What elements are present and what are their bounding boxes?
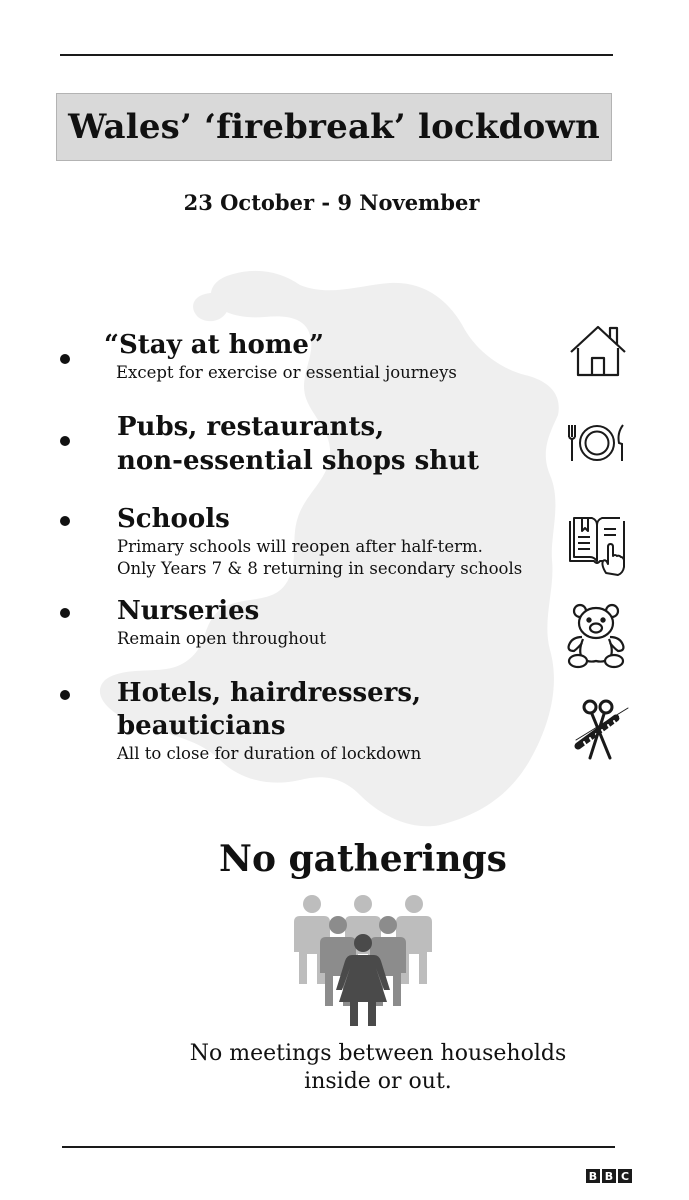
bbc-logo-letter: B	[586, 1169, 600, 1183]
bullet-marker	[60, 608, 70, 618]
teddy-bear-icon	[564, 603, 628, 669]
bbc-logo-letter: B	[602, 1169, 616, 1183]
house-icon	[568, 322, 628, 378]
plate-cutlery-icon	[566, 423, 628, 463]
page-title: Wales’ ‘firebreak’ lockdown	[68, 107, 600, 147]
bullet-marker	[60, 436, 70, 446]
rule-title-pubs-line-1: Pubs, restaurants,	[117, 412, 385, 442]
bottom-rule	[62, 1146, 615, 1148]
bullet-marker	[60, 690, 70, 700]
date-range: 23 October - 9 November	[183, 190, 480, 215]
gatherings-description-line-1: No meetings between households	[189, 1041, 567, 1066]
gatherings-title: No gatherings	[219, 838, 507, 880]
gatherings-description	[0, 1040, 689, 1096]
rule-title-hotels-line-1: Hotels, hairdressers,	[117, 678, 422, 708]
title-banner	[56, 93, 612, 161]
rule-title-pubs-line-2: non-essential shops shut	[117, 446, 480, 476]
bbc-logo	[586, 1169, 632, 1183]
people-group-icon	[288, 892, 438, 1028]
scissors-comb-icon	[572, 698, 632, 762]
rule-subtitle-hotels: All to close for duration of lockdown	[117, 744, 422, 763]
rule-subtitle-stay-at-home: Except for exercise or essential journeys	[116, 363, 457, 382]
rule-title-schools: Schools	[117, 504, 230, 534]
book-icon	[566, 515, 628, 577]
bullet-marker	[60, 354, 70, 364]
gatherings-description-line-2: inside or out.	[304, 1069, 452, 1094]
rule-subtitle-schools-line-1: Primary schools will reopen after half-term.	[117, 537, 483, 556]
bullet-marker	[60, 516, 70, 526]
rule-title-nurseries: Nurseries	[117, 596, 260, 626]
rule-title-hotels-line-2: beauticians	[117, 711, 286, 741]
rule-subtitle-schools-line-2: Only Years 7 & 8 returning in secondary schools	[117, 559, 523, 578]
rule-subtitle-nurseries: Remain open throughout	[117, 629, 327, 648]
rule-title-stay-at-home: “Stay at home”	[104, 330, 324, 360]
top-rule	[60, 54, 613, 56]
bbc-logo-letter: C	[618, 1169, 632, 1183]
